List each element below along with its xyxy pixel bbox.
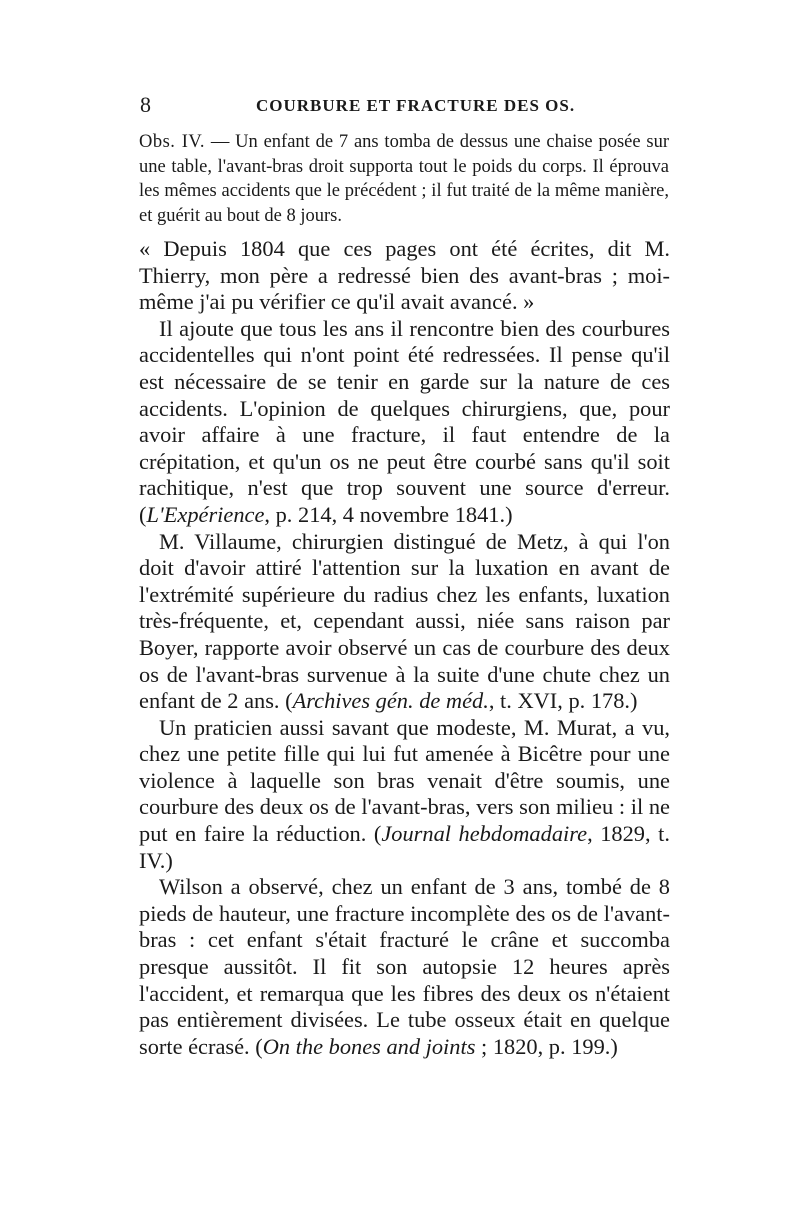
page-header — [140, 92, 672, 118]
paragraph-text: Wilson a observé, chez un enfant de 3 ans, tombé de 8 pieds de hauteur, une fracture incomplète des os de l'avant-bras : cet enfant s'était fracturé le crâne et succomba presque aussitôt. Il fit son autopsie 12 heures après l'accident, et remarqua que les fibres des deux os n'étaient pas entièrement divisées. Le tube osseux était en quelque sorte écrasé. ( — [139, 874, 670, 1059]
citation-tail: , t. XVI, p. 178.) — [488, 688, 638, 714]
paragraph-wilson — [139, 874, 670, 1060]
citation: Archives gén. de méd. — [292, 688, 489, 714]
citation-tail: , 1829, t. IV.) — [139, 821, 670, 873]
observation-text: — Un enfant de 7 ans tomba de dessus une chaise posée sur une table, l'avant-bras droit supporta tout le poids du corps. Il éprouva les mêmes accidents que le précédent ; il fut traité de la même manière, et guérit au bout de 8 jours. — [139, 132, 669, 226]
citation: On the bones and joints — [262, 1033, 476, 1059]
paragraph-villaume — [139, 529, 670, 715]
paragraph-thierry-quote: « Depuis 1804 que ces pages ont été écrites, dit M. Thierry, mon père a redressé bien des avant-bras ; moi-même j'ai pu vérifier ce qu'il avait avancé. » — [139, 236, 670, 315]
running-title: COURBURE ET FRACTURE DES OS. — [256, 96, 576, 115]
observation-block — [139, 130, 669, 228]
citation-tail: ; 1820, p. 199.) — [475, 1033, 618, 1059]
paragraph-text: M. Villaume, chirurgien distingué de Metz, à qui l'on doit d'avoir attiré l'attention sur la luxation en avant de l'extrémité supérieure du radius chez les enfants, luxation très-fréquente, et, cependant aussi, niée sans raison par Boyer, rapporte avoir observé un cas de courbure des deux os de l'avant-bras survenue à la suite d'une chute chez un enfant de 2 ans. ( — [139, 528, 670, 714]
paragraph-text: Un praticien aussi savant que modeste, M. Murat, a vu, chez une petite fille qui lui fut amenée à Bicêtre pour une violence à laquelle son bras venait d'être soumis, une courbure des deux os de l'avant-bras, vers son milieu : il ne put en faire la réduction. ( — [139, 714, 670, 847]
citation: Journal hebdomadaire — [381, 821, 588, 847]
main-text — [139, 236, 670, 1060]
paragraph-courbures — [139, 316, 670, 529]
paragraph-text: Il ajoute que tous les ans il rencontre bien des courbures accidentelles qui n'ont point été redressées. Il pense qu'il est nécessaire de se tenir en garde sur la nature de ces accidents. L'opinion de quelques chirurgiens, que, pour avoir affaire à une fracture, il faut entendre de la crépitation, et qu'un os ne peut être courbé sans qu'il soit rachitique, n'est que trop souvent une source d'erreur. ( — [139, 315, 670, 527]
observation-paragraph — [139, 130, 669, 228]
page-number: 8 — [140, 92, 151, 117]
paragraph-murat — [139, 715, 670, 875]
citation-tail: , p. 214, 4 novembre 1841.) — [264, 501, 513, 527]
observation-label: Obs. IV. — [139, 132, 206, 152]
citation: L'Expérience — [146, 501, 265, 527]
